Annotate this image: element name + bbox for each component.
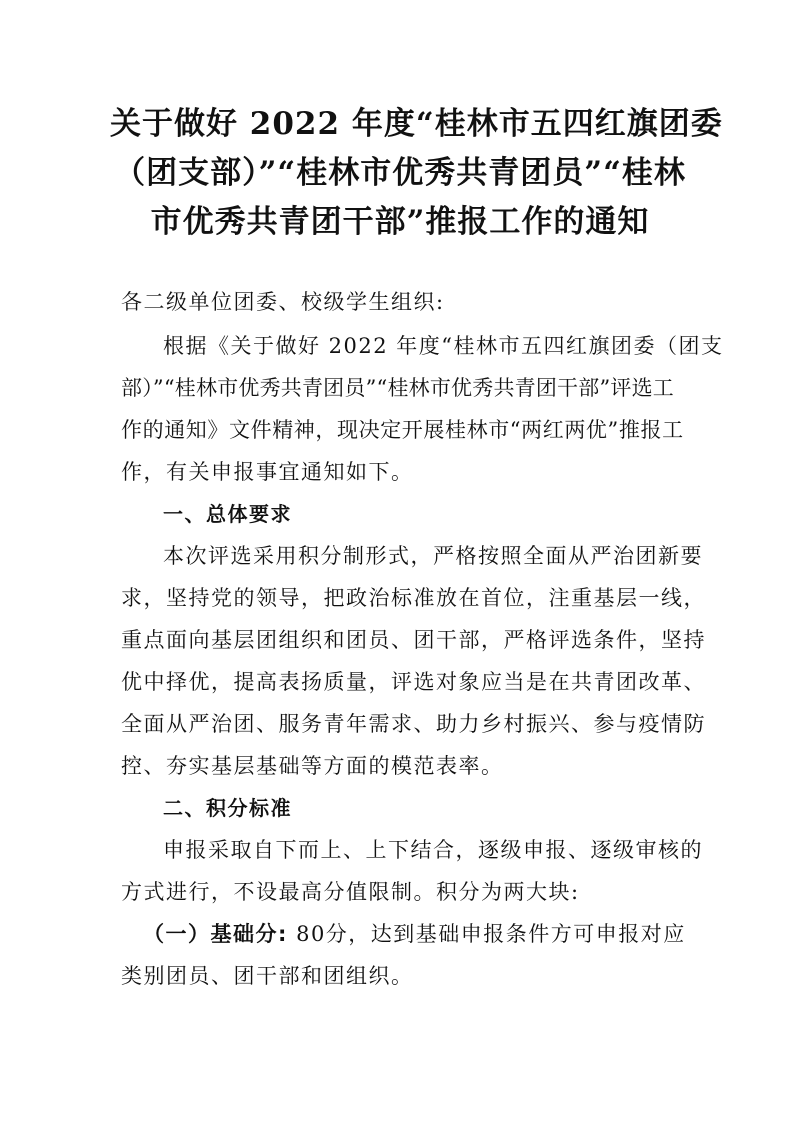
item-1-label: （一）基础分:: [143, 922, 288, 946]
item-1-text: 80分，达到基础申报条件方可申报对应: [287, 922, 686, 946]
section-1-heading: 一、总体要求: [163, 502, 292, 526]
intro-line-4: 作，有关申报事宜通知如下。: [121, 460, 414, 484]
section-2-item-1-line-2: 类别团员、团干部和团组织。: [121, 964, 414, 988]
section-2-line-1: 申报采取自下而上、上下结合，逐级申报、逐级审核的: [163, 838, 703, 862]
salutation: 各二级单位团委、校级学生组织:: [121, 290, 445, 314]
section-2-line-2: 方式进行，不设最高分值限制。积分为两大块:: [121, 880, 580, 904]
section-1-line-5: 全面从严治团、服务青年需求、助力乡村振兴、参与疫情防: [121, 712, 706, 736]
intro-line-3: 作的通知》文件精神，现决定开展桂林市“两红两优”推报工: [121, 418, 684, 442]
section-1-line-4: 优中择优，提高表扬质量，评选对象应当是在共青团改革、: [121, 670, 706, 694]
intro-line-2: 部）”“桂林市优秀共青团员”“桂林市优秀共青团干部”评选工: [121, 376, 674, 400]
document-title-line-3: 市优秀共青团干部”推报工作的通知: [150, 204, 650, 240]
section-1-line-3: 重点面向基层团组织和团员、团干部，严格评选条件，坚持: [121, 628, 706, 652]
document-title-line-2: （团支部）”“桂林市优秀共青团员”“桂林: [114, 155, 686, 191]
document-title-line-1: 关于做好 2022 年度“桂林市五四红旗团委: [110, 106, 723, 142]
section-2-item-1: [143, 919, 686, 949]
section-1-line-2: 求，坚持党的领导，把政治标准放在首位，注重基层一线，: [121, 586, 706, 610]
section-1-line-1: 本次评选采用积分制形式，严格按照全面从严治团新要: [163, 544, 703, 568]
section-1-line-6: 控、夯实基层基础等方面的模范表率。: [121, 754, 504, 778]
intro-line-1: 根据《关于做好 2022 年度“桂林市五四红旗团委（团支: [163, 334, 724, 358]
section-2-heading: 二、积分标准: [163, 796, 292, 820]
